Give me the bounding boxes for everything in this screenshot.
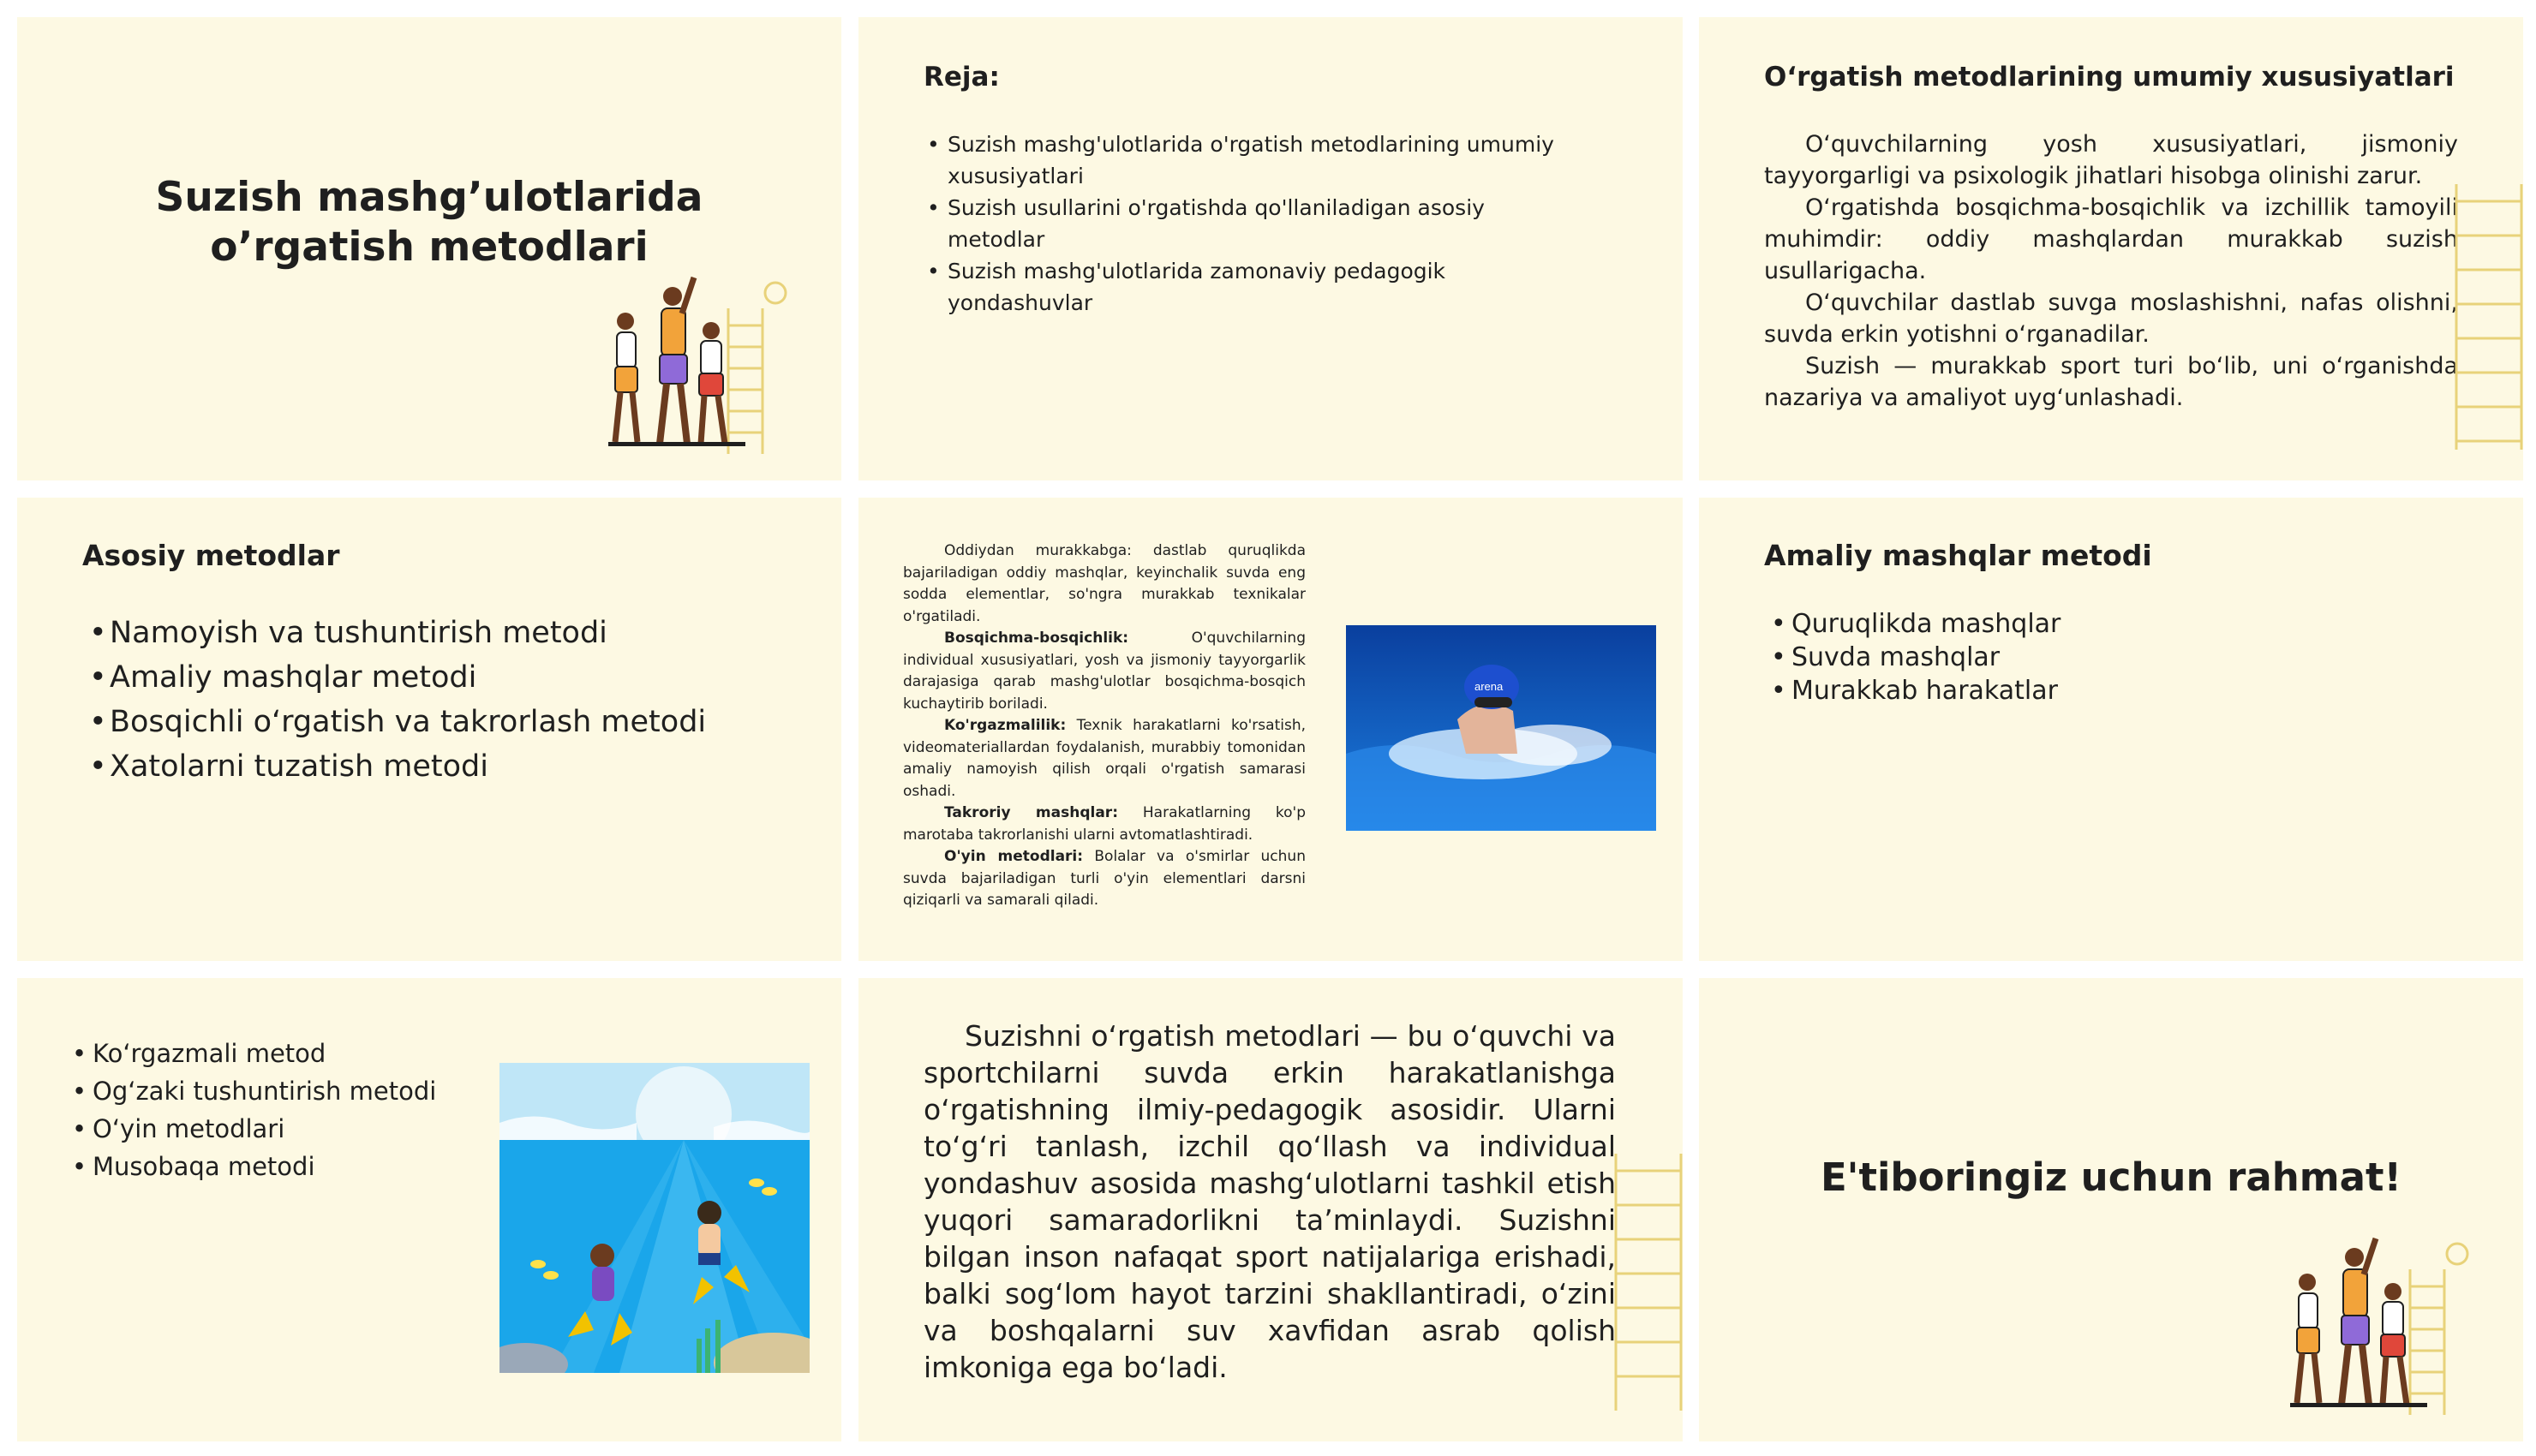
slide-3[interactable] <box>1699 17 2523 480</box>
list-item: • Quruqlikda mashqlar <box>1767 607 2470 641</box>
paragraph-text: Harakatlarning ko'p marotaba takrorlanishi ularni avtomatlashtiradi. <box>903 804 1307 844</box>
list-item: • Og‘zaki tushuntirish metodi <box>69 1072 514 1110</box>
slide-2[interactable] <box>858 17 1683 480</box>
list-item: • Ko‘rgazmali metod <box>69 1035 514 1072</box>
slide-heading: O‘rgatish metodlarining umumiy xususiyatlari <box>1764 62 2455 92</box>
paragraph <box>903 846 1306 912</box>
list-item: • Bosqichli o‘rgatish va takrorlash metodi <box>86 700 788 744</box>
list-item: • O‘yin metodlari <box>69 1110 514 1148</box>
list-item: • Suzish mashg'ulotlarida o'rgatish metodlarining umumiy xususiyatlari <box>924 128 1575 192</box>
paragraph <box>903 803 1306 846</box>
slide-5[interactable] <box>858 498 1683 961</box>
title-line-2: o’rgatish metodlari <box>210 224 649 271</box>
slide-heading: Reja: <box>924 62 1000 92</box>
swimmer-photo <box>1346 625 1656 831</box>
paragraph-label: Ko'rgazmalilik: <box>944 717 1067 734</box>
body-text <box>903 540 1306 912</box>
list-item: • Suzish usullarini o'rgatishda qo'llaniladigan asosiy metodlar <box>924 192 1575 255</box>
paragraph: Suzish — murakkab sport turi bo‘lib, uni o‘rganishda nazariya va amaliyot uyg‘unlashadi. <box>1764 353 2458 411</box>
paragraph-text: Texnik harakatlarni ko'rsatish, videomateriallardan foydalanish, murabbiy tomonidan amaliy namoyish qilish orqali o'rgatish samarasi oshadi. <box>903 717 1306 800</box>
paragraph <box>903 715 1306 803</box>
exercising-people-illustration <box>2282 1235 2496 1423</box>
conclusion-text: Suzishni o‘rgatish metodlari — bu o‘quvchi va sportchilarni suvda erkin harakatlanishga o‘rgatishning ilmiy-pedagogik asosidir. Ularni to‘g‘ri tanlash, izchil qo‘llash va individual yondashuv asosida mashg‘ulotlarni tashkil etish yuqori samaradorlikni ta’minlaydi. Suzishni bilgan inson nafaqat sport natijalariga erishadi, balki sog‘lom hayot tarzini shakllantiradi, o‘zini va boshqalarni suv xavfidan asrab qolish imkoniga ega bo‘ladi. <box>924 1019 1616 1384</box>
list-item: • Suvda mashqlar <box>1767 641 2470 674</box>
exercising-people-illustration <box>600 274 814 462</box>
paragraph: O‘quvchilar dastlab suvga moslashishni, nafas olishni, suvda erkin yotishni o‘rganadilar. <box>1764 289 2458 348</box>
exercise-list <box>1767 607 2470 707</box>
cap-logo-text: arena <box>1474 680 1504 693</box>
paragraph-label: Takroriy mashqlar: <box>944 804 1118 821</box>
slide-6[interactable] <box>1699 498 2523 961</box>
underwater-kids-illustration <box>499 1063 810 1373</box>
ladder-decoration <box>2453 184 2523 450</box>
title-line-1: Suzish mashg’ulotlarida <box>155 174 703 221</box>
slide-9[interactable] <box>1699 978 2523 1441</box>
paragraph: O‘quvchilarning yosh xususiyatlari, jismoniy tayyorgarligi va psixologik jihatlari hisobga olinishi zarur. <box>1764 131 2458 189</box>
paragraph-label: O'yin metodlari: <box>944 848 1084 865</box>
slide-heading: Asosiy metodlar <box>82 539 340 572</box>
methods-list <box>69 1035 514 1185</box>
slide-title <box>17 173 841 272</box>
paragraph-text: O'quvchilarning individual xususiyatlari, yosh va jismoniy tayyorgarlik darajasiga qarab mashg'ulotlar bosqichma-bosqich kuchaytirib boriladi. <box>903 630 1306 713</box>
body-text <box>1764 128 2458 414</box>
list-item: • Amaliy mashqlar metodi <box>86 655 788 700</box>
methods-list <box>86 611 788 789</box>
list-item: • Namoyish va tushuntirish metodi <box>86 611 788 655</box>
paragraph-text: Bolalar va o'smirlar uchun suvda bajariladigan turli o'yin elementlari darsni qiziqarli va samarali qiladi. <box>903 848 1306 909</box>
thank-you-title: E'tiboringiz uchun rahmat! <box>1820 1155 2402 1200</box>
paragraph-label: Bosqichma-bosqichlik: <box>944 630 1129 647</box>
slide-7[interactable] <box>17 978 841 1441</box>
slide-4[interactable] <box>17 498 841 961</box>
list-item: • Suzish mashg'ulotlarida zamonaviy pedagogik yondashuvlar <box>924 255 1575 319</box>
paragraph: Oddiydan murakkabga: dastlab quruqlikda bajariladigan oddiy mashqlar, keyinchalik suvda eng sodda elementlar, so'ngra murakkab texnikalar o'rgatiladi. <box>903 542 1306 625</box>
slide-heading: Amaliy mashqlar metodi <box>1764 539 2152 572</box>
ladder-decoration <box>1612 1154 1683 1411</box>
list-item: • Murakkab harakatlar <box>1767 674 2470 707</box>
paragraph: O‘rgatishda bosqichma-bosqichlik va izchillik tamoyili muhimdir: oddiy mashqlardan murakkab suzish usullarigacha. <box>1764 194 2458 284</box>
list-item: • Musobaqa metodi <box>69 1148 514 1185</box>
slide-1[interactable] <box>17 17 841 480</box>
slide-8[interactable] <box>858 978 1683 1441</box>
list-item: • Xatolarni tuzatish metodi <box>86 744 788 789</box>
paragraph <box>903 628 1306 715</box>
plan-list <box>924 128 1575 319</box>
